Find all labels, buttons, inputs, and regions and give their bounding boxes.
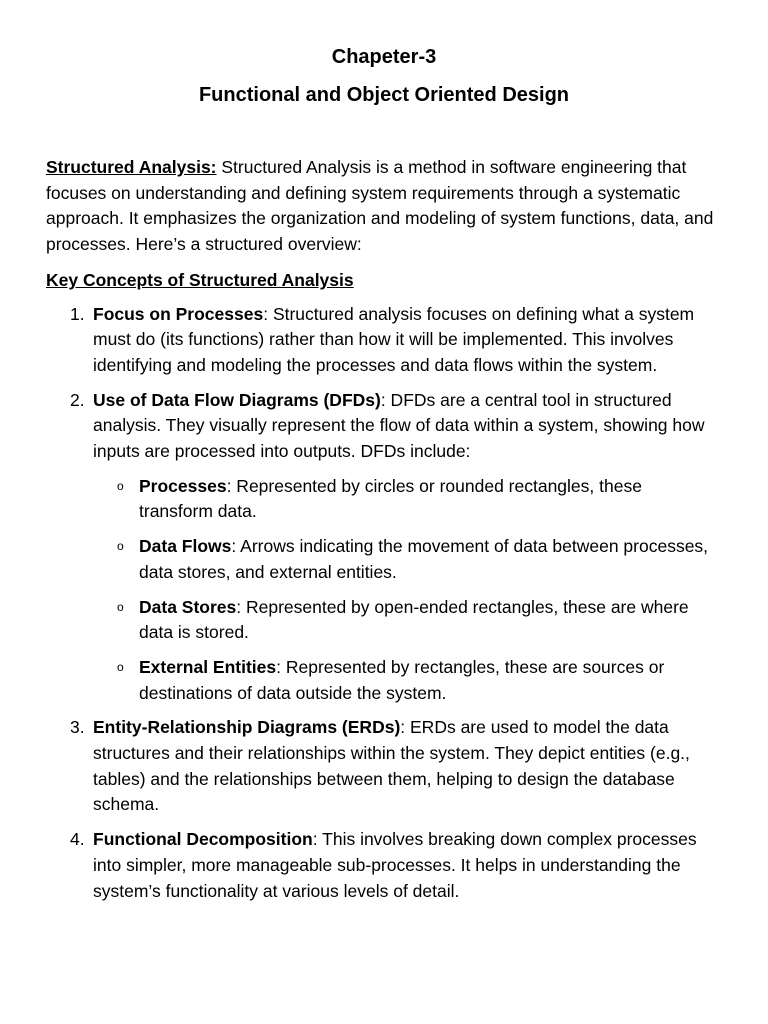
bullet-icon: o (117, 478, 124, 493)
item-text: : This involves breaking down complex processes into simpler, more manageable sub-processes. It helps in understanding the system’s functionality at various levels of detail. (93, 829, 697, 901)
item-text: : Structured analysis focuses on defining what a system must do (its functions) rather than how it will be implemented. This involves identifying and modeling the processes and data flows within the system. (93, 303, 695, 375)
subitem-text: : Represented by open-ended rectangles, these are where data is stored. (139, 596, 689, 643)
subitem-term: Data Flows (139, 536, 232, 557)
intro-label: Structured Analysis: (46, 157, 217, 177)
bullet-icon: o (117, 539, 124, 554)
list-item (46, 302, 718, 379)
list-item (46, 388, 718, 707)
list-item (46, 715, 718, 818)
item-term: Use of Data Flow Diagrams (DFDs) (93, 389, 381, 410)
item-text: : ERDs are used to model the data structures and their relationships within the system. They depict entities (e.g., tables) and the relationships between them, helping to design the database schema. (93, 717, 690, 815)
item-term: Functional Decomposition (93, 829, 313, 850)
intro-text: Structured Analysis is a method in software engineering that focuses on understanding and defining system requirements through a systematic approach. It emphasizes the organization and modeling of system functions, data, and processes. Here’s a structured overview: (46, 157, 714, 255)
sub-list-item (93, 534, 718, 585)
list-item (46, 827, 718, 904)
subitem-term: Processes (139, 475, 227, 496)
bullet-icon: o (117, 599, 124, 614)
subitem-term: External Entities (139, 656, 277, 677)
list-number: 4. (70, 829, 85, 850)
subitem-text: : Represented by circles or rounded rectangles, these transform data. (139, 475, 642, 522)
chapter-title: Chapeter-3 (331, 46, 437, 68)
item-text: : DFDs are a central tool in structured analysis. They visually represent the flow of data within a system, showing how inputs are processed into outputs. DFDs include: (93, 389, 705, 462)
dfd-components-list (93, 474, 718, 707)
list-number: 1. (70, 303, 85, 324)
intro-paragraph (46, 155, 718, 258)
item-term: Focus on Processes (93, 303, 264, 324)
list-number: 2. (70, 389, 85, 410)
bullet-icon: o (117, 659, 124, 674)
concept-list (46, 302, 718, 905)
sub-list-item (93, 655, 718, 706)
document-body (46, 155, 718, 913)
subitem-term: Data Stores (139, 596, 237, 617)
subitem-text: : Arrows indicating the movement of data between processes, data stores, and external entities. (139, 536, 709, 582)
item-term: Entity-Relationship Diagrams (ERDs) (93, 717, 401, 738)
list-number: 3. (70, 717, 85, 738)
sub-list-item (93, 474, 718, 525)
subitem-text: : Represented by rectangles, these are sources or destinations of data outside the system. (139, 656, 665, 703)
section-heading: Key Concepts of Structured Analysis (46, 269, 354, 290)
chapter-subtitle: Functional and Object Oriented Design (198, 84, 570, 106)
sub-list-item (93, 595, 718, 646)
